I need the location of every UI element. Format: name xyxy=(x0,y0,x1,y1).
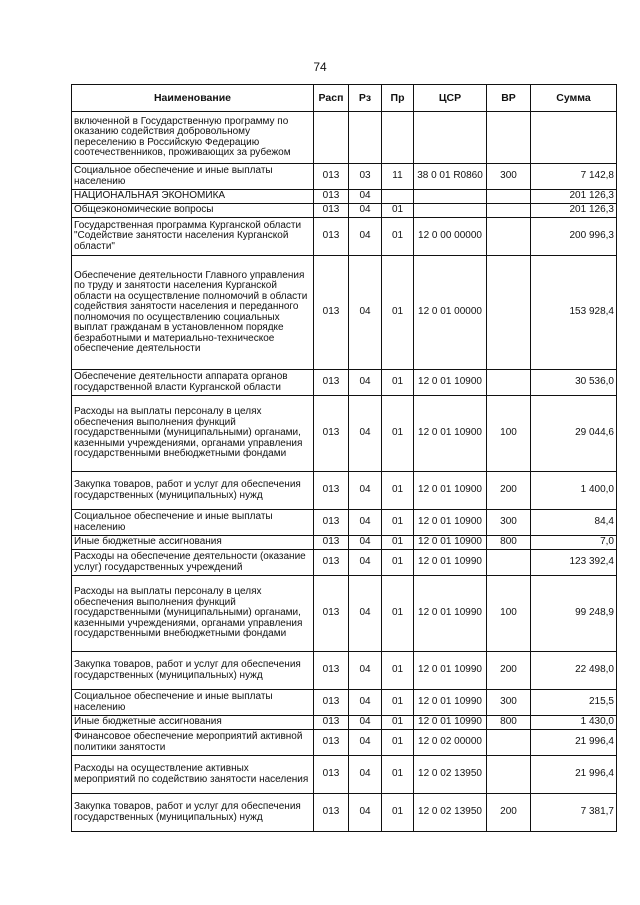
cell-rz: 03 xyxy=(349,164,382,190)
cell-sum: 1 430,0 xyxy=(531,716,617,730)
table-row xyxy=(72,576,617,652)
cell-vr: 800 xyxy=(487,536,531,550)
header-csr: ЦСР xyxy=(414,85,487,112)
cell-pr: 01 xyxy=(382,204,414,218)
cell-rz: 04 xyxy=(349,256,382,370)
table-row xyxy=(72,164,617,190)
cell-csr: 12 0 01 10990 xyxy=(414,690,487,716)
table-row xyxy=(72,730,617,756)
cell-sum: 84,4 xyxy=(531,510,617,536)
cell-rasp: 013 xyxy=(314,510,349,536)
cell-name: Расходы на выплаты персоналу в целях обеспечения выполнения функций государственными (муниципальными) органами, казенными учреждениями, органами управления государственными внебюджетными фондами xyxy=(72,396,314,472)
cell-vr xyxy=(487,256,531,370)
cell-rz: 04 xyxy=(349,472,382,510)
cell-csr: 12 0 01 10990 xyxy=(414,716,487,730)
cell-rasp: 013 xyxy=(314,164,349,190)
cell-sum: 123 392,4 xyxy=(531,550,617,576)
cell-pr: 11 xyxy=(382,164,414,190)
cell-csr: 12 0 01 10900 xyxy=(414,536,487,550)
cell-sum: 153 928,4 xyxy=(531,256,617,370)
cell-csr: 12 0 01 10900 xyxy=(414,510,487,536)
cell-name: Закупка товаров, работ и услуг для обеспечения государственных (муниципальных) нужд xyxy=(72,652,314,690)
header-row xyxy=(72,85,617,112)
cell-name: Социальное обеспечение и иные выплаты населению xyxy=(72,690,314,716)
cell-vr xyxy=(487,756,531,794)
cell-rz: 04 xyxy=(349,794,382,832)
cell-csr xyxy=(414,204,487,218)
table-row xyxy=(72,536,617,550)
cell-vr xyxy=(487,370,531,396)
cell-name: Закупка товаров, работ и услуг для обеспечения государственных (муниципальных) нужд xyxy=(72,472,314,510)
cell-csr: 12 0 00 00000 xyxy=(414,218,487,256)
cell-csr xyxy=(414,112,487,164)
cell-csr: 12 0 01 10900 xyxy=(414,396,487,472)
cell-sum: 201 126,3 xyxy=(531,204,617,218)
cell-csr: 12 0 01 10900 xyxy=(414,472,487,510)
table-row xyxy=(72,218,617,256)
cell-vr xyxy=(487,190,531,204)
cell-pr: 01 xyxy=(382,536,414,550)
cell-rz: 04 xyxy=(349,716,382,730)
cell-sum: 30 536,0 xyxy=(531,370,617,396)
cell-csr: 12 0 02 00000 xyxy=(414,730,487,756)
cell-vr: 200 xyxy=(487,472,531,510)
cell-vr: 300 xyxy=(487,164,531,190)
cell-name: Обеспечение деятельности аппарата органов государственной власти Курганской области xyxy=(72,370,314,396)
table-row xyxy=(72,716,617,730)
cell-rz: 04 xyxy=(349,190,382,204)
table-row xyxy=(72,550,617,576)
cell-rasp: 013 xyxy=(314,716,349,730)
cell-vr: 300 xyxy=(487,510,531,536)
cell-pr: 01 xyxy=(382,510,414,536)
cell-pr: 01 xyxy=(382,690,414,716)
cell-rasp: 013 xyxy=(314,256,349,370)
cell-sum: 7 142,8 xyxy=(531,164,617,190)
cell-name: Социальное обеспечение и иные выплаты населению xyxy=(72,164,314,190)
cell-pr: 01 xyxy=(382,218,414,256)
cell-rasp xyxy=(314,112,349,164)
cell-pr: 01 xyxy=(382,652,414,690)
header-sum: Сумма xyxy=(531,85,617,112)
header-name: Наименование xyxy=(72,85,314,112)
cell-vr xyxy=(487,550,531,576)
header-vr: ВР xyxy=(487,85,531,112)
table-body xyxy=(72,112,617,832)
cell-vr xyxy=(487,730,531,756)
cell-name: Расходы на осуществление активных мероприятий по содействию занятости населения xyxy=(72,756,314,794)
cell-rz xyxy=(349,112,382,164)
cell-rasp: 013 xyxy=(314,690,349,716)
table-row xyxy=(72,256,617,370)
cell-pr xyxy=(382,112,414,164)
cell-rz: 04 xyxy=(349,204,382,218)
cell-rz: 04 xyxy=(349,652,382,690)
cell-sum: 21 996,4 xyxy=(531,730,617,756)
cell-rasp: 013 xyxy=(314,218,349,256)
cell-rasp: 013 xyxy=(314,730,349,756)
cell-pr xyxy=(382,190,414,204)
cell-csr: 12 0 01 10900 xyxy=(414,370,487,396)
cell-pr: 01 xyxy=(382,256,414,370)
cell-vr: 200 xyxy=(487,794,531,832)
cell-sum: 7,0 xyxy=(531,536,617,550)
cell-csr xyxy=(414,190,487,204)
cell-rz: 04 xyxy=(349,396,382,472)
cell-rasp: 013 xyxy=(314,396,349,472)
header-pr: Пр xyxy=(382,85,414,112)
cell-rasp: 013 xyxy=(314,652,349,690)
cell-rasp: 013 xyxy=(314,576,349,652)
cell-pr: 01 xyxy=(382,730,414,756)
cell-rasp: 013 xyxy=(314,756,349,794)
cell-rasp: 013 xyxy=(314,370,349,396)
cell-sum: 99 248,9 xyxy=(531,576,617,652)
cell-vr xyxy=(487,218,531,256)
table-row xyxy=(72,204,617,218)
cell-name: Государственная программа Курганской области "Содействие занятости населения Курганской области" xyxy=(72,218,314,256)
cell-sum: 201 126,3 xyxy=(531,190,617,204)
cell-pr: 01 xyxy=(382,396,414,472)
header-rasp: Расп xyxy=(314,85,349,112)
table-row xyxy=(72,472,617,510)
cell-pr: 01 xyxy=(382,756,414,794)
cell-sum: 215,5 xyxy=(531,690,617,716)
cell-name: Закупка товаров, работ и услуг для обеспечения государственных (муниципальных) нужд xyxy=(72,794,314,832)
cell-name: Финансовое обеспечение мероприятий активной политики занятости xyxy=(72,730,314,756)
cell-name: Расходы на обеспечение деятельности (оказание услуг) государственных учреждений xyxy=(72,550,314,576)
cell-rz: 04 xyxy=(349,690,382,716)
cell-sum: 29 044,6 xyxy=(531,396,617,472)
cell-rz: 04 xyxy=(349,370,382,396)
cell-name: Иные бюджетные ассигнования xyxy=(72,536,314,550)
cell-sum: 22 498,0 xyxy=(531,652,617,690)
table-row xyxy=(72,510,617,536)
cell-name: Обеспечение деятельности Главного управления по труду и занятости населения Курганской области на осуществление полномочий в области содействия занятости населения и переданного полномочия по осуществлению социальных выплат гражданам в установленном порядке безработными и материально-техническое обеспечение деятельности xyxy=(72,256,314,370)
table-row xyxy=(72,396,617,472)
cell-pr: 01 xyxy=(382,472,414,510)
cell-sum: 200 996,3 xyxy=(531,218,617,256)
cell-csr: 12 0 01 10990 xyxy=(414,550,487,576)
cell-vr xyxy=(487,112,531,164)
cell-name: Общеэкономические вопросы xyxy=(72,204,314,218)
cell-name: Иные бюджетные ассигнования xyxy=(72,716,314,730)
table-row xyxy=(72,690,617,716)
cell-pr: 01 xyxy=(382,576,414,652)
cell-rz: 04 xyxy=(349,576,382,652)
table-row xyxy=(72,370,617,396)
cell-vr xyxy=(487,204,531,218)
cell-csr: 12 0 01 10990 xyxy=(414,576,487,652)
table-row xyxy=(72,756,617,794)
table-row xyxy=(72,190,617,204)
cell-vr: 100 xyxy=(487,396,531,472)
cell-vr: 200 xyxy=(487,652,531,690)
cell-rasp: 013 xyxy=(314,536,349,550)
cell-rasp: 013 xyxy=(314,472,349,510)
cell-sum xyxy=(531,112,617,164)
cell-name: Социальное обеспечение и иные выплаты населению xyxy=(72,510,314,536)
cell-rasp: 013 xyxy=(314,190,349,204)
cell-pr: 01 xyxy=(382,370,414,396)
cell-csr: 12 0 01 10990 xyxy=(414,652,487,690)
budget-table xyxy=(71,84,617,832)
cell-rz: 04 xyxy=(349,756,382,794)
cell-rz: 04 xyxy=(349,730,382,756)
cell-rasp: 013 xyxy=(314,794,349,832)
cell-sum: 1 400,0 xyxy=(531,472,617,510)
cell-rz: 04 xyxy=(349,550,382,576)
cell-rz: 04 xyxy=(349,218,382,256)
table-row xyxy=(72,652,617,690)
cell-vr: 800 xyxy=(487,716,531,730)
cell-csr: 12 0 02 13950 xyxy=(414,756,487,794)
cell-pr: 01 xyxy=(382,716,414,730)
cell-name: включенной в Государственную программу по оказанию содействия добровольному переселению в Российскую Федерацию соотечественников, проживающих за рубежом xyxy=(72,112,314,164)
cell-vr: 100 xyxy=(487,576,531,652)
cell-csr: 12 0 02 13950 xyxy=(414,794,487,832)
cell-pr: 01 xyxy=(382,550,414,576)
table-header xyxy=(72,85,617,112)
header-rz: Рз xyxy=(349,85,382,112)
cell-csr: 38 0 01 R0860 xyxy=(414,164,487,190)
cell-sum: 7 381,7 xyxy=(531,794,617,832)
cell-pr: 01 xyxy=(382,794,414,832)
table-row xyxy=(72,794,617,832)
table-row xyxy=(72,112,617,164)
cell-name: Расходы на выплаты персоналу в целях обеспечения выполнения функций государственными (муниципальными) органами, казенными учреждениями, органами управления государственными внебюджетными фондами xyxy=(72,576,314,652)
cell-rz: 04 xyxy=(349,510,382,536)
cell-rasp: 013 xyxy=(314,550,349,576)
page-number: 74 xyxy=(313,60,327,74)
cell-vr: 300 xyxy=(487,690,531,716)
cell-sum: 21 996,4 xyxy=(531,756,617,794)
cell-name: НАЦИОНАЛЬНАЯ ЭКОНОМИКА xyxy=(72,190,314,204)
cell-rz: 04 xyxy=(349,536,382,550)
cell-rasp: 013 xyxy=(314,204,349,218)
cell-csr: 12 0 01 00000 xyxy=(414,256,487,370)
